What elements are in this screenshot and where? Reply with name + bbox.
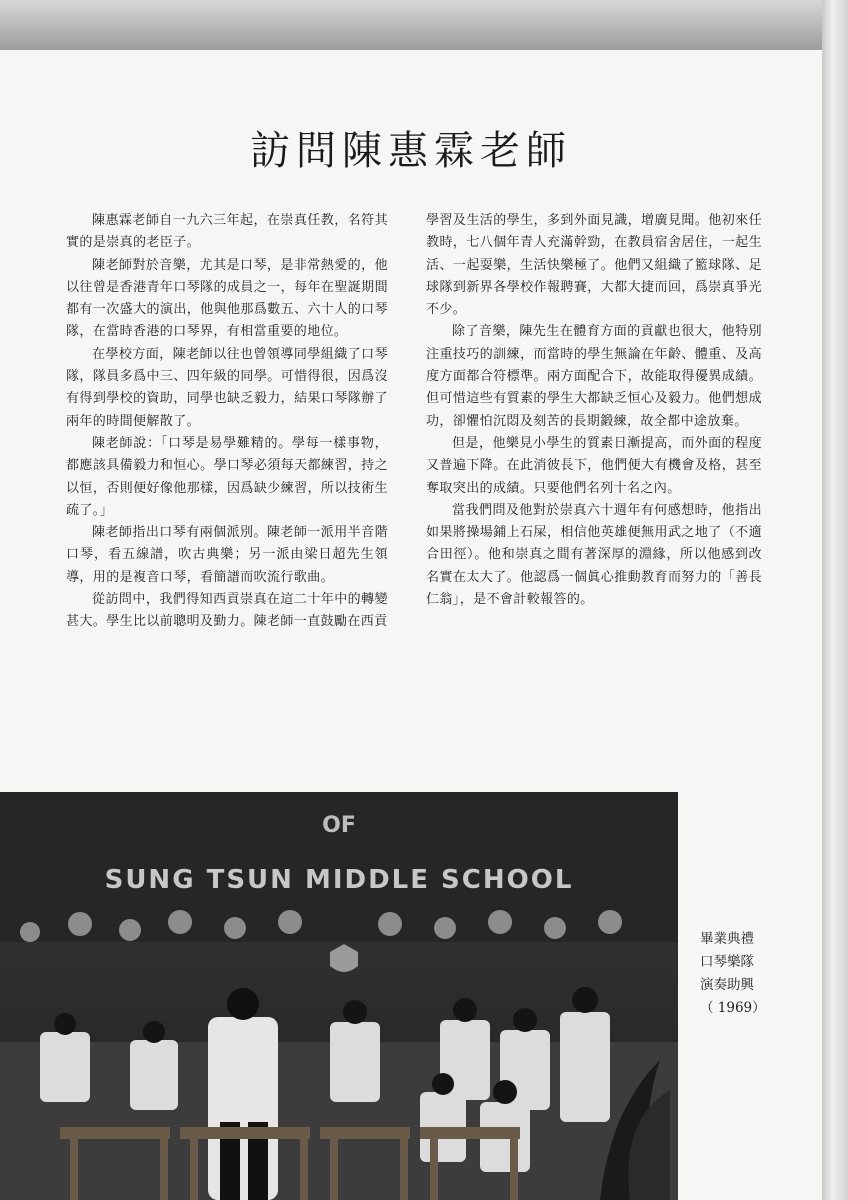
caption-year: （ 1969）: [700, 1000, 766, 1016]
article-column-left: [66, 210, 388, 634]
paragraph: 當我們問及他對於崇真六十週年有何感想時，他指出如果將操場鋪上石屎，相信他英雄便無用武之地了（不適合田徑）。他和崇真之間有著深厚的淵緣，所以他感到改名實在太大了。他認爲一個眞心推動教育而努力的「善長仁翁」，是不會計較報答的。: [426, 502, 762, 608]
paragraph: 除了音樂，陳先生在體育方面的貢獻也很大，他特別注重技巧的訓練，而當時的學生無論在年齡、體重、及高度方面都合符標準。兩方面配合下，故能取得優異成績。但可惜這些有質素的學生大都缺乏恒心及毅力。他們想成功，卻懼怕沉悶及刻苦的長期鍛練，故全都中途放棄。: [426, 324, 762, 429]
scan-border-right: [822, 0, 848, 1200]
paragraph: 陳惠霖老師自一九六三年起，在崇真任教，名符其實的是崇真的老臣子。: [66, 213, 388, 251]
paragraph-continued: 學習及生活的學生，多到外面見識，增廣見聞。他初來任教時，七八個年青人充滿幹勁，在教員宿舍居住，一起生活、一起耍樂，生活快樂極了。他們又組織了籃球隊、足球隊到新界各學校作報聘賽，大都大捷而回，爲崇真爭光不少。: [426, 213, 762, 318]
paragraph: 但是，他樂見小學生的質素日漸提高，而外面的程度又普遍下降。在此消彼長下，他們便大有機會及格，甚至奪取突出的成績。只要他們名列十名之內。: [426, 435, 762, 496]
paragraph: 在學校方面，陳老師以往也曾領導同學組織了口琴隊，隊員多爲中三、四年級的同學。可惜得很，因爲沒有得到學校的資助，同學也缺乏毅力，結果口琴隊辦了兩年的時間便解散了。: [66, 346, 388, 429]
caption-line: 口琴樂隊: [700, 954, 754, 970]
magazine-page: [0, 50, 822, 1200]
harmonica-band-photo: [0, 792, 678, 1200]
paragraph: 從訪問中，我們得知西貢崇真在這二十年中的轉變甚大。學生比以前聰明及勤力。陳老師一直鼓勵在西貢: [66, 592, 388, 630]
article-column-right: [426, 210, 762, 611]
conductor-figure: [208, 988, 278, 1200]
scan-border-top: [0, 0, 848, 52]
page-title: 訪問陳惠霖老師: [250, 127, 572, 174]
photo-caption: [700, 928, 810, 1020]
paragraph: 陳老師對於音樂，尤其是口琴，是非常熱愛的，他以往曾是香港青年口琴隊的成員之一，每年在聖誕期間都有一次盛大的演出，他與他那爲數五、六十人的口琴隊，在當時香港的口琴界，有相當重要的地位。: [66, 257, 388, 340]
banner-school-name: SUNG TSUN MIDDLE SCHOOL: [104, 865, 574, 895]
photo-illustration: [0, 792, 678, 1200]
paragraph: 陳老師指出口琴有兩個派別。陳老師一派用半音階口琴，看五線譜，吹古典樂；另一派由梁日超先生領導，用的是複音口琴，看簡譜而吹流行歌曲。: [66, 525, 388, 585]
paragraph: 陳老師說：「口琴是易學難精的。學每一樣事物，都應該具備毅力和恒心。學口琴必須每天都練習，持之以恒，否則便好像他那樣，因爲缺少練習，所以技術生疏了。」: [66, 435, 388, 518]
caption-line: 畢業典禮: [700, 931, 754, 947]
banner-line: OF: [322, 813, 356, 838]
caption-line: 演奏助興: [700, 977, 754, 993]
